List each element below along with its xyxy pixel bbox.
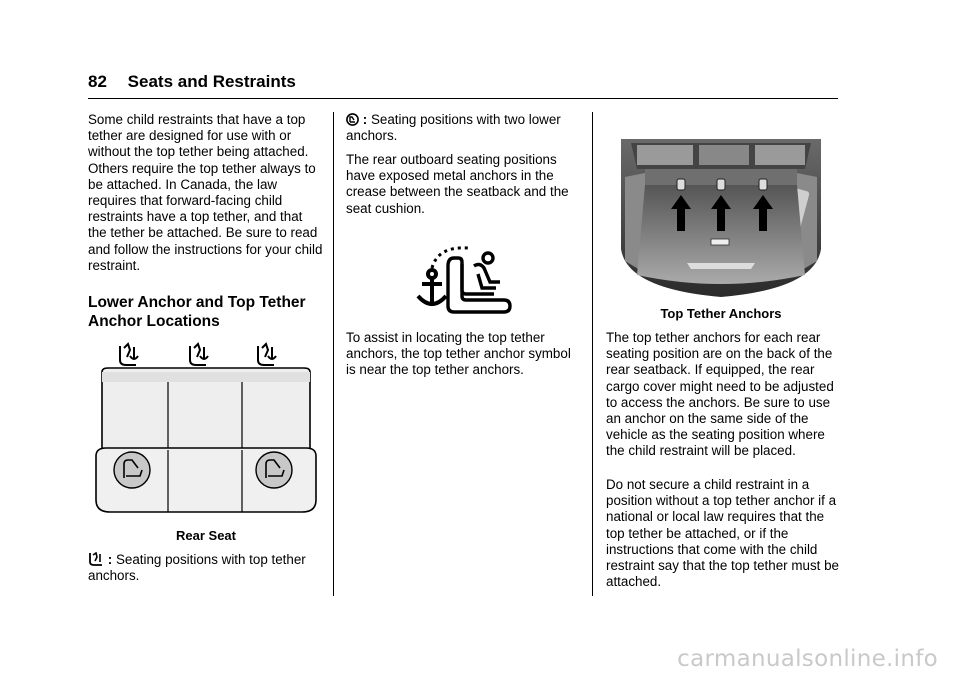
tether-anchor-symbol-left bbox=[120, 344, 138, 365]
col1-paragraph: Some child restraints that have a top tether are designed for use with or without the top tether being attached. Others require the top tether always to be attached. In Canada, the law requires that forward-facing child restraints have a top tether, and that the tether be attached. Be sure to read and follow the instructions for your child restraint. bbox=[88, 112, 323, 273]
col3-paragraph-1: The top tether anchors for each rear seating position are on the back of the rear seatback. If equipped, the rear cargo cover might need to be adjusted to access the anchors. Be sure to use an anchor on the same side of the vehicle as the seating position where the child restraint will be placed. bbox=[606, 330, 834, 459]
section-heading: Lower Anchor and Top Tether Anchor Locations bbox=[88, 294, 306, 330]
col2-paragraph-2: To assist in locating the top tether anchors, the top tether anchor symbol is near the top tether anchors. bbox=[346, 330, 571, 378]
legend-text: Seating positions with two lower anchors. bbox=[346, 112, 561, 144]
col2-paragraph-1: The rear outboard seating positions have exposed metal anchors in the crease between the seatback and the seat cushion. bbox=[346, 152, 569, 216]
tether-anchor-icon bbox=[88, 552, 104, 566]
top-tether-anchors-photo bbox=[617, 139, 825, 299]
legend-colon: : bbox=[362, 112, 368, 127]
lower-anchor-icon bbox=[346, 113, 359, 126]
lower-anchor-symbol-right bbox=[256, 452, 292, 488]
col2-legend bbox=[346, 112, 582, 144]
legend-text: Seating positions with top tether anchors. bbox=[88, 552, 306, 584]
legend-colon: : bbox=[107, 552, 113, 567]
rear-seat-caption: Rear Seat bbox=[176, 528, 236, 543]
col3-paragraph-2: Do not secure a child restraint in a position without a top tether anchor if a national or local law requires that the top tether be attached, or if the instructions that come with the child restraint say that the top tether must be attached. bbox=[606, 477, 839, 590]
header-rule bbox=[88, 98, 838, 99]
tether-anchor-symbol-illustration bbox=[414, 244, 514, 316]
tether-anchor-symbol-center bbox=[190, 344, 208, 365]
tether-anchor-symbol-right bbox=[258, 344, 276, 365]
top-tether-anchors-caption: Top Tether Anchors bbox=[660, 306, 782, 321]
section-title: Seats and Restraints bbox=[127, 72, 296, 91]
column-divider-2 bbox=[592, 112, 593, 596]
col1-legend bbox=[88, 552, 324, 584]
rear-seat-illustration bbox=[92, 338, 320, 522]
column-divider-1 bbox=[333, 112, 334, 596]
page-header bbox=[88, 72, 296, 92]
watermark: carmanualsonline.info bbox=[677, 646, 938, 672]
page-number: 82 bbox=[88, 72, 107, 91]
lower-anchor-symbol-left bbox=[114, 452, 150, 488]
